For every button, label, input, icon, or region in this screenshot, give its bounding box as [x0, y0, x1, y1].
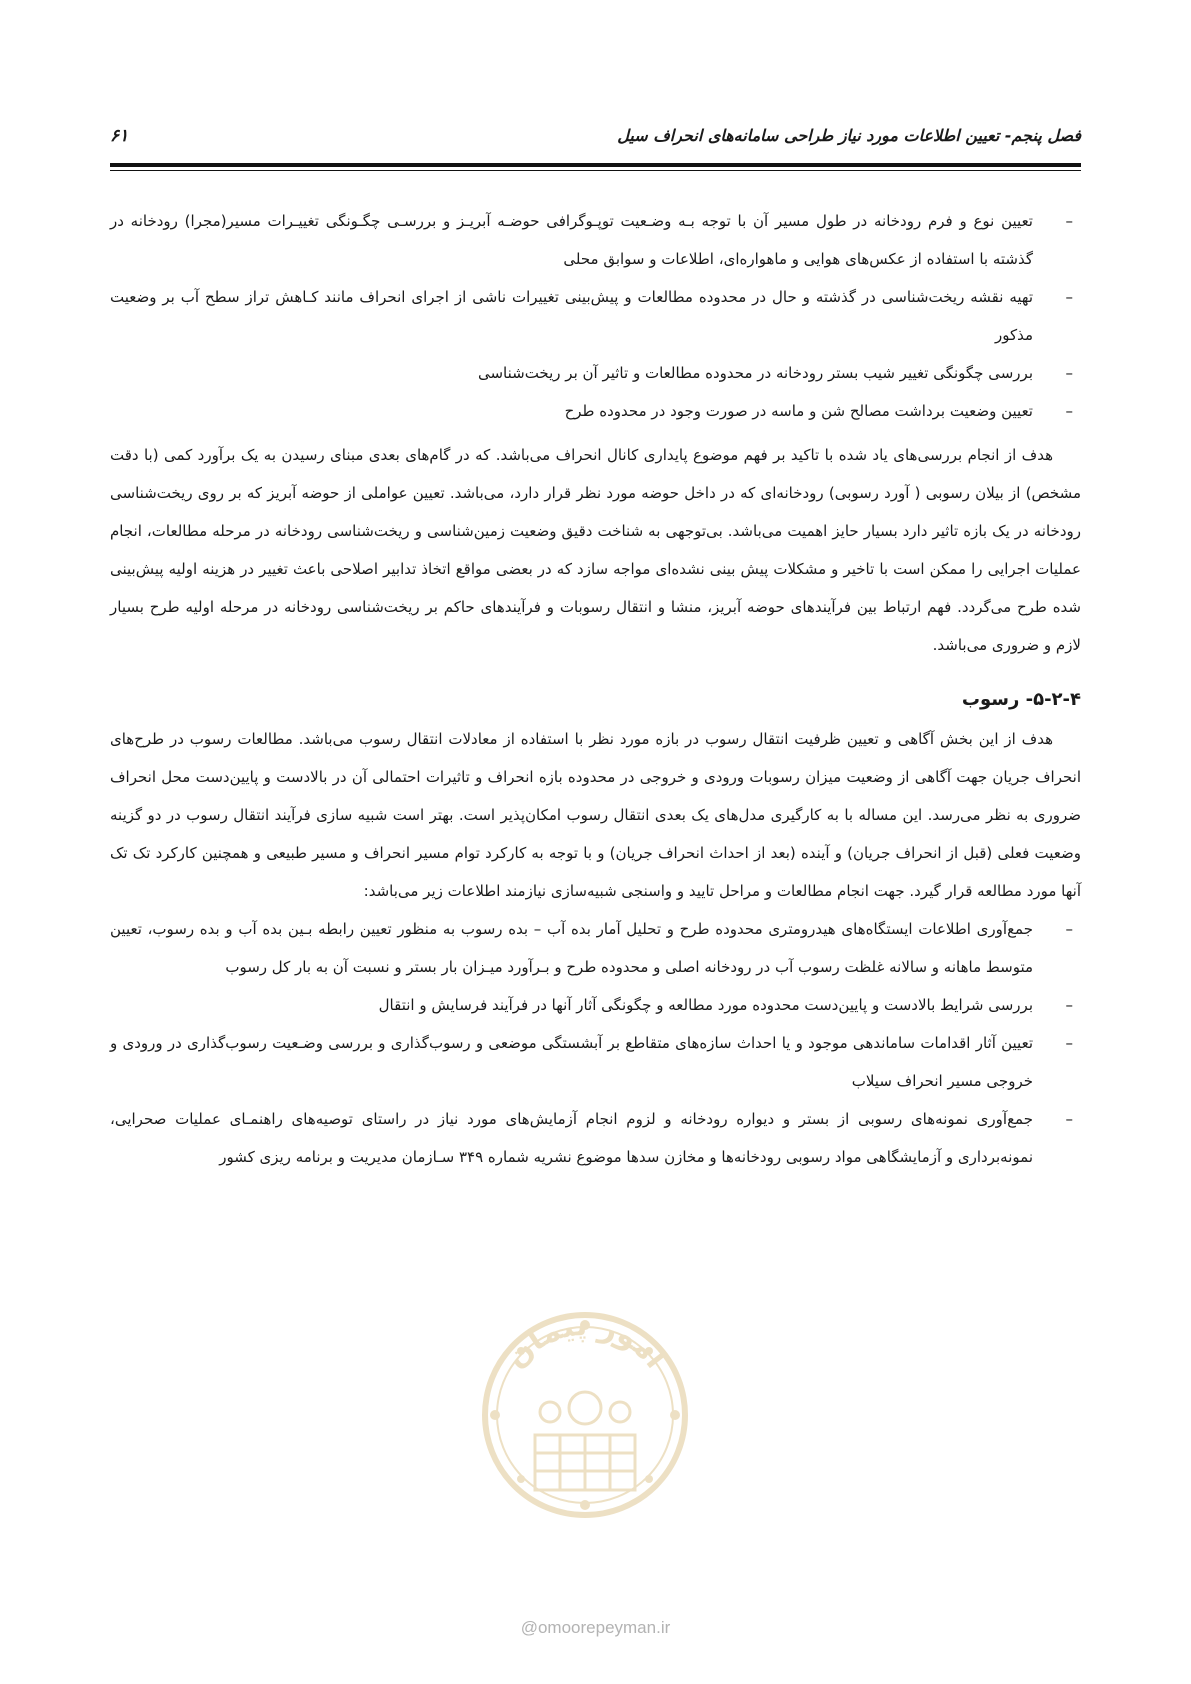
bullet-text: تعیین وضعیت برداشت مصالح شن و ماسه در صورت وجود در محدوده طرح [564, 402, 1033, 420]
chapter-title: فصل پنجم- تعیین اطلاعات مورد نیاز طراحی سامانه‌های انحراف سیل [617, 126, 1081, 145]
section-heading: ۵-۲-۴- رسوب [961, 689, 1081, 710]
bullet-dash: – [1065, 920, 1073, 938]
bullet-dash: – [1065, 402, 1073, 420]
main-content [110, 202, 1081, 1176]
svg-text:امور پیمان [498, 1308, 672, 1375]
bullet-item [110, 354, 1081, 392]
bullet-item [110, 392, 1081, 430]
watermark-logo [470, 1300, 700, 1530]
page-number: ۶۱ [110, 126, 129, 146]
watermark-logo-text: امور پیمان [498, 1307, 673, 1375]
bullet-text: جمع‌آوری اطلاعات ایستگاه‌های هیدرومتری محدوده طرح و تحلیل آمار بده آب – بده رسوب به منظور تعیین رابطه بـین بده آب و بده رسوب، تعیین متوسط ماهانه و سالانه غلظت رسوب آب در رودخانه اصلی و محدوده طرح و بـرآورد میـزان بار بستر و نسبت آن به بار کل رسوب [110, 920, 1033, 976]
header-rule-thick [110, 163, 1081, 167]
bullet-text: تهیه نقشه ریخت‌شناسی در گذشته و حال در محدوده مطالعات و پیش‌بینی تغییرات ناشی از اجرای انحراف مانند کـاهش تراز سطح آب بر وضعیت مذکور [110, 288, 1033, 344]
bullet-item [110, 986, 1081, 1024]
bullet-item [110, 1100, 1081, 1176]
bullet-item [110, 910, 1081, 986]
bullet-item [110, 278, 1081, 354]
body-paragraph: هدف از انجام بررسی‌های یاد شده با تاکید بر فهم موضوع پایداری کانال انحراف می‌باشد. که در گام‌های بعدی مبنای رسیدن به یک برآورد کمی (با دقت مشخص) از بیلان رسوبی ( آورد رسوبی) رودخانه‌ای که در داخل حوضه مورد نظر قرار دارد، می‌باشد. تعیین عواملی از حوضه آبریز که بر روی ریخت‌شناسی رودخانه در یک بازه تاثیر دارد بسیار حایز اهمیت می‌باشد. بی‌توجهی به شناخت دقیق وضعیت زمین‌شناسی و ریخت‌شناسی رودخانه در مرحله مطالعات، انجام عملیات اجرایی را ممکن است با تاخیر و مشکلات پیش بینی نشده‌ای مواجه سازد که در بعضی مواقع اتخاذ تدابیر اصلاحی باعث تغییر در هزینه اولیه پیش‌بینی شده طرح می‌گردد. فهم ارتباط بین فرآیندهای حوضه آبریز، منشا و انتقال رسوبات و فرآیندهای حاکم بر ریخت‌شناسی رودخانه در مرحله اولیه طرح بسیار لازم و ضروری می‌باشد. [110, 446, 1081, 654]
bullet-item [110, 1024, 1081, 1100]
bullet-text: بررسی چگونگی تغییر شیب بستر رودخانه در محدوده مطالعات و تاثیر آن بر ریخت‌شناسی [477, 364, 1033, 382]
bullet-dash: – [1065, 996, 1073, 1014]
bullet-text: تعیین نوع و فرم رودخانه در طول مسیر آن با توجه بـه وضـعیت توپـوگرافی حوضـه آبریـز و بررسـی چگـونگی تغییـرات مسیر(مجرا) رودخانه در گذشته با استفاده از عکس‌های هوایی و ماهواره‌ای، اطلاعات و سوابق محلی [110, 212, 1033, 268]
body-paragraph: هدف از این بخش آگاهی و تعیین ظرفیت انتقال رسوب در بازه مورد نظر با استفاده از معادلات انتقال رسوب می‌باشد. مطالعات رسوب در طرح‌های انحراف جریان جهت آگاهی از وضعیت میزان رسوبات ورودی و خروجی در محدوده بازه انحراف و تاثیرات احتمالی آن در بالادست و پایین‌دست محل انحراف ضروری به نظر می‌رسد. این مساله با به کارگیری مدل‌های یک بعدی انتقال رسوب امکان‌پذیر است. بهتر است شبیه سازی فرآیند انتقال رسوب در دو گزینه وضعیت فعلی (قبل از انحراف جریان) و آینده (بعد از احداث انحراف جریان) و با توجه به کارکرد توام مسیر انحراف و مسیر طبیعی و همچنین کارکرد تک تک آنها مورد مطالعه قرار گیرد. جهت انجام مطالعات و مراحل تایید و واسنجی شبیه‌سازی نیازمند اطلاعات زیر می‌باشد: [110, 730, 1081, 900]
bullet-dash: – [1065, 364, 1073, 382]
bullet-text: جمع‌آوری نمونه‌های رسوبی از بستر و دیواره رودخانه و لزوم انجام آزمایش‌های مورد نیاز در راستای توصیه‌های راهنمـای عملیات صحرایی، نمونه‌برداری و آزمایشگاهی مواد رسوبی رودخانه‌ها و مخازن سدها موضوع نشریه شماره ۳۴۹ سـازمان مدیریت و برنامه ریزی کشور [110, 1110, 1033, 1166]
bullet-item [110, 202, 1081, 278]
bullet-text: بررسی شرایط بالادست و پایین‌دست محدوده مورد مطالعه و چگونگی آثار آنها در فرآیند فرسایش و انتقال [378, 996, 1033, 1014]
header-rule-thin [110, 170, 1081, 171]
page-header [110, 126, 1081, 156]
bullet-text: تعیین آثار اقدامات ساماندهی موجود و یا احداث سازه‌های متقاطع بر آبشستگی موضعی و رسوب‌گذاری و بررسی وضـعیت رسوب‌گذاری در ورودی و خروجی مسیر انحراف سیلاب [110, 1034, 1033, 1090]
bullet-dash: – [1065, 1034, 1073, 1052]
bullet-dash: – [1065, 288, 1073, 306]
bullet-dash: – [1065, 1110, 1073, 1128]
watermark-url: @omoorepeyman.ir [520, 1618, 671, 1637]
bullet-dash: – [1065, 212, 1073, 230]
